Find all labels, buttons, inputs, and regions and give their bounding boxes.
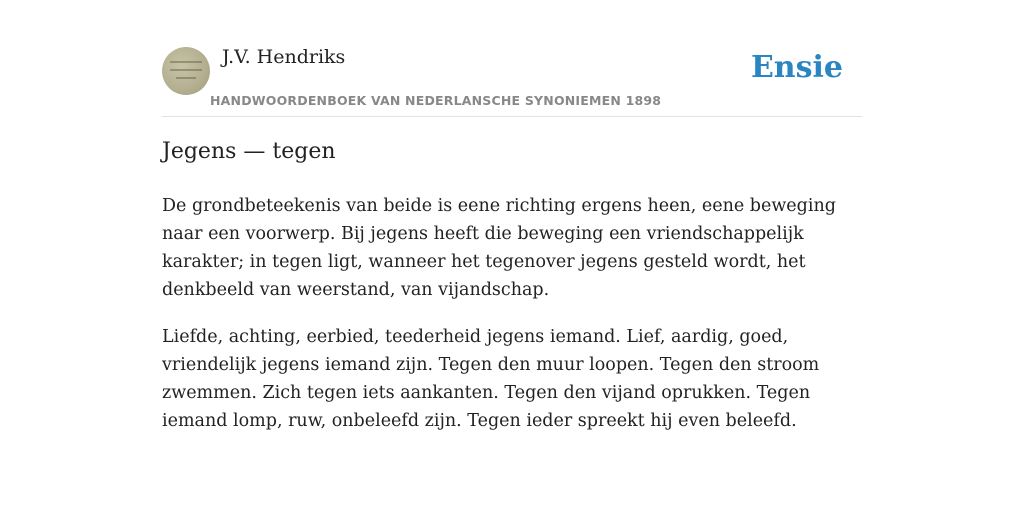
- author-avatar[interactable]: [162, 47, 210, 95]
- definition-paragraph: De grondbeteekenis van beide is eene richting ergens heen, eene beweging naar een voorwerp. Bij jegens heeft die beweging een vriendschappelijk karakter; in tegen ligt, wanneer het tegenover jegens gesteld wordt, het denkbeeld van weerstand, van vijandschap.: [162, 196, 836, 300]
- source-title[interactable]: HANDWOORDENBOEK VAN NEDERLANSCHE SYNONIEMEN 1898: [210, 93, 662, 108]
- entry-title: Jegens — tegen: [162, 139, 336, 164]
- header: [162, 40, 862, 117]
- example-paragraph: Liefde, achting, eerbied, teederheid jegens iemand. Lief, aardig, goed, vriendelijk jegens iemand zijn. Tegen den muur loopen. Tegen den stroom zwemmen. Zich tegen iets aankanten. Tegen den vijand oprukken. Tegen iemand lomp, ruw, onbeleefd zijn. Tegen ieder spreekt hij even beleefd.: [162, 327, 820, 431]
- author-name[interactable]: J.V. Hendriks: [222, 46, 346, 68]
- brand-logo[interactable]: Ensie: [750, 50, 843, 85]
- book-cover-line: [176, 77, 196, 79]
- book-cover-line: [170, 69, 202, 71]
- book-cover-line: [170, 61, 202, 63]
- entry-content: [162, 192, 862, 454]
